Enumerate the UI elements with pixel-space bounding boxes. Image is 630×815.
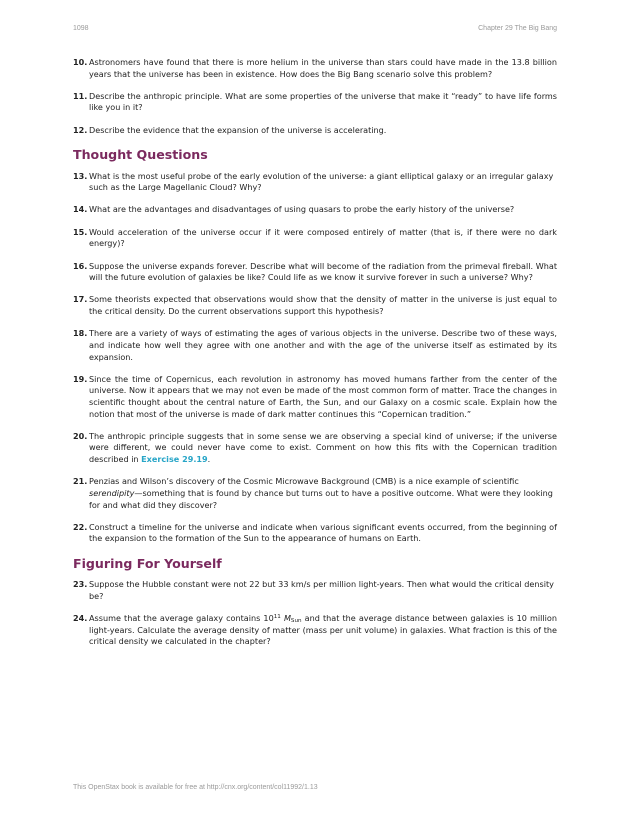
question-text: Some theorists expected that observations would show that the density of matter in the universe is just equal to the critical density. Do the current observations support this hypothesis? (89, 294, 557, 317)
question-text: Construct a timeline for the universe and indicate when various significant events occurred, from the beginning of the expansion to the formation of the Sun to the appearance of humans on Earth. (89, 521, 557, 544)
question-number: 22. (73, 521, 88, 532)
question-number: 17. (73, 294, 88, 305)
question-text: Would acceleration of the universe occur if it were composed entirely of matter (that is, if there were no dark energy)? (89, 226, 557, 249)
question-text: Since the time of Copernicus, each revolution in astronomy has moved humans farther from the center of the universe. Now it appears that we may not even be made of the most common form of matter. Trace the changes in scientific thought about the central nature of Earth, the Sun, and our Galaxy on a cosmic scale. Explain how the notion that most of the universe is made of dark matter continues this “Copernican tradition.” (89, 373, 557, 419)
sun-subscript: Sun (290, 618, 302, 625)
question-number: 10. (73, 57, 88, 67)
question-text-body: The anthropic principle suggests that in some sense we are observing a special kind of universe; if the universe were different, we could never have come to exist. Comment on how this fits with the Copernican tradition described in (89, 430, 557, 465)
question-14 (73, 204, 557, 216)
question-11 (73, 91, 557, 114)
question-number: 11. (73, 90, 88, 101)
question-18 (73, 328, 557, 363)
question-number: 19. (73, 373, 88, 384)
question-text: Astronomers have found that there is more helium in the universe than stars could have made in the 13.8 billion years that the universe has been in existence. How does the Big Bang scenario solve this problem? (89, 57, 557, 79)
question-text (89, 476, 557, 511)
question-number: 23. (73, 579, 88, 590)
exercise-link[interactable]: Exercise 29.19 (141, 454, 208, 465)
question-number: 16. (73, 260, 88, 271)
question-number: 18. (73, 328, 88, 339)
page-number: 1098 (73, 25, 89, 32)
question-text: There are a variety of ways of estimating the ages of various objects in the universe. Describe two of these ways, and indicate how well they agree with one another and with the age of the universe itself as estimated by its expansion. (89, 328, 557, 362)
question-text: What is the most useful probe of the early evolution of the universe: a giant elliptical galaxy or an irregular galaxy such as the Large Magellanic Cloud? Why? (89, 170, 554, 193)
question-24 (73, 613, 557, 648)
question-19 (73, 374, 557, 420)
question-12 (73, 125, 557, 137)
question-16 (73, 261, 557, 284)
question-text: Describe the anthropic principle. What are some properties of the universe that make it “ready” to have life forms like you in it? (89, 90, 557, 113)
question-text-part2: —something that is found by chance but turns out to have a positive outcome. What were they looking for and what did they discover? (89, 487, 553, 510)
emphasis-term: serendipity (89, 487, 135, 498)
question-number: 12. (73, 124, 88, 135)
question-number: 20. (73, 430, 88, 441)
chapter-title: Chapter 29 The Big Bang (478, 25, 557, 32)
question-15 (73, 227, 557, 250)
question-number: 21. (73, 476, 88, 487)
question-text: Describe the evidence that the expansion of the universe is accelerating. (89, 124, 387, 135)
exponent: 11 (273, 614, 281, 621)
page-footer: This OpenStax book is available for free at http://cnx.org/content/col11992/1.13 (73, 784, 318, 791)
question-23 (73, 579, 557, 602)
question-text: What are the advantages and disadvantages of using quasars to probe the early history of the universe? (89, 204, 515, 215)
question-21 (73, 476, 557, 511)
question-10 (73, 57, 557, 80)
question-text (89, 613, 557, 648)
mass-symbol: M (283, 613, 291, 624)
question-text: Suppose the Hubble constant were not 22 but 33 km/s per million light-years. Then what would the critical density be? (89, 579, 554, 601)
question-text-post: and that the average distance between galaxies is 10 million light-years. Calculate the average density of matter (mass per unit volume) in galaxies. What fraction is this of the critical density we calculated in the chapter? (89, 613, 557, 647)
question-20 (73, 431, 557, 466)
question-number: 14. (73, 204, 88, 215)
question-22 (73, 522, 557, 545)
question-text-part1: Penzias and Wilson’s discovery of the Cosmic Microwave Background (CMB) is a nice example of scientific (89, 476, 519, 487)
question-17 (73, 294, 557, 317)
question-text-end: . (207, 454, 211, 465)
page-content (73, 57, 557, 659)
question-number: 15. (73, 226, 88, 237)
page-header (73, 25, 557, 37)
question-number: 13. (73, 170, 88, 181)
question-text-pre: Assume that the average galaxy contains 10 (89, 613, 274, 624)
section-heading-thought-questions: Thought Questions (73, 147, 208, 163)
question-text: Suppose the universe expands forever. Describe what will become of the radiation from the primeval fireball. What will the future evolution of galaxies be like? Could life as we know it survive forever in such a universe? Why? (89, 260, 557, 283)
question-text (89, 431, 557, 466)
section-heading-figuring-for-yourself: Figuring For Yourself (73, 555, 222, 571)
question-13 (73, 171, 557, 194)
question-number: 24. (73, 613, 88, 624)
